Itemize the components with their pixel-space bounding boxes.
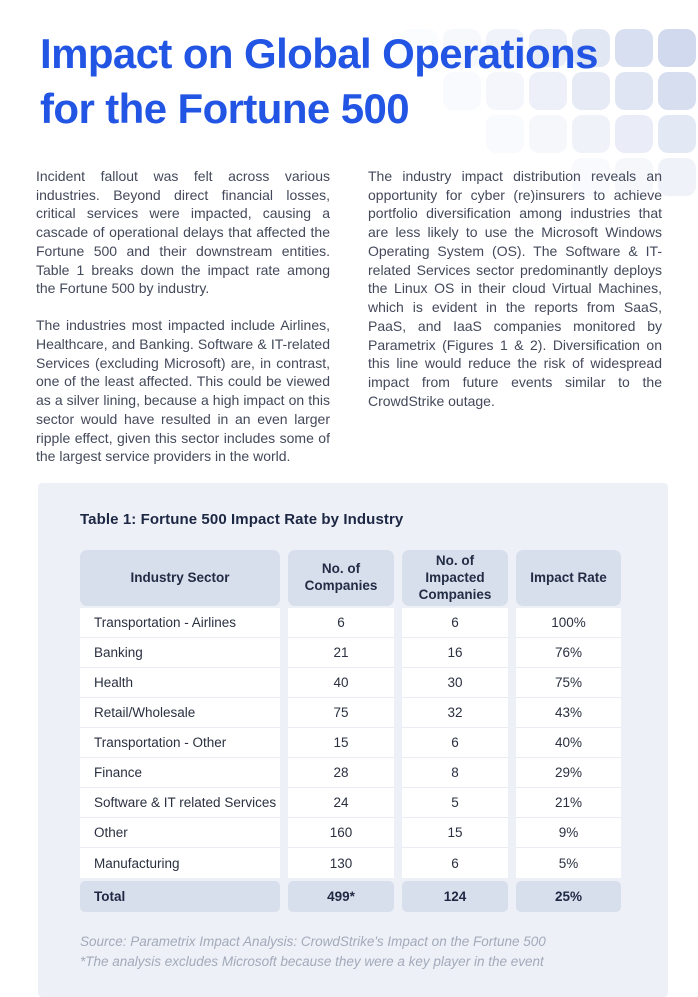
- cell-industry-sector: Retail/Wholesale: [80, 698, 280, 728]
- table-cell: 16: [402, 638, 508, 668]
- intro-column-left: [36, 167, 330, 466]
- page-title: [40, 26, 658, 137]
- table-row: [80, 758, 622, 788]
- cell-industry-sector: Other: [80, 818, 280, 848]
- table-cell: 8: [402, 758, 508, 788]
- table-source-line1: Source: Parametrix Impact Analysis: CrowdStrike's Impact on the Fortune 500: [80, 934, 546, 950]
- table-cell: 75%: [516, 668, 621, 698]
- report-page: [0, 26, 698, 987]
- total-cell: Total: [80, 881, 280, 912]
- table-row: [80, 788, 622, 818]
- table-row: [80, 668, 622, 698]
- table-row: [80, 698, 622, 728]
- table-cell: 75: [288, 698, 394, 728]
- cell-industry-sector: Transportation - Other: [80, 728, 280, 758]
- table-cell: 6: [402, 848, 508, 878]
- cell-industry-sector: Health: [80, 668, 280, 698]
- table-header-row: [80, 550, 622, 606]
- intro-column-right: [368, 167, 662, 466]
- table-cell: 76%: [516, 638, 621, 668]
- intro-paragraph-1: Incident fallout was felt across various industries. Beyond direct financial losses, critical services were impacted, causing a cascade of operational delays that affected the Fortune 500 and their downstream entities. Table 1 breaks down the impact rate among the Fortune 500 by industry.: [36, 167, 330, 297]
- table-cell: 29%: [516, 758, 621, 788]
- table-cell: 6: [402, 608, 508, 638]
- intro-columns: [36, 167, 662, 466]
- page-title-line1: Impact on Global Operations: [40, 30, 598, 77]
- table-header-cell: Impact Rate: [516, 550, 621, 606]
- table-header-cell: No. of Impacted Companies: [402, 550, 508, 606]
- cell-industry-sector: Banking: [80, 638, 280, 668]
- table-header-cell: No. of Companies: [288, 550, 394, 606]
- total-cell: 25%: [516, 881, 621, 912]
- table-cell: 43%: [516, 698, 621, 728]
- table-card: [38, 483, 668, 997]
- table-cell: 100%: [516, 608, 621, 638]
- cell-industry-sector: Finance: [80, 758, 280, 788]
- table-cell: 15: [402, 818, 508, 848]
- page-title-line2: for the Fortune 500: [40, 85, 409, 133]
- cell-industry-sector: Manufacturing: [80, 848, 280, 878]
- table-total-row: [80, 881, 622, 912]
- table-row: [80, 728, 622, 758]
- table-cell: 5%: [516, 848, 621, 878]
- intro-paragraph-2: The industries most impacted include Airlines, Healthcare, and Banking. Software & IT-related Services (excluding Microsoft) are, in contrast, one of the least affected. This could be viewed as a silver lining, because a high impact on this sector would have resulted in an even larger ripple effect, given this sector includes some of the largest service providers in the world.: [36, 317, 330, 465]
- table-cell: 21%: [516, 788, 621, 818]
- table-row: [80, 608, 622, 638]
- table-cell: 40: [288, 668, 394, 698]
- table-row: [80, 818, 622, 848]
- total-cell: 124: [402, 881, 508, 912]
- table-body: [80, 608, 622, 878]
- table-cell: 30: [402, 668, 508, 698]
- cell-industry-sector: Transportation - Airlines: [80, 608, 280, 638]
- table-source-line2: *The analysis excludes Microsoft because they were a key player in the event: [80, 953, 544, 969]
- table-cell: 9%: [516, 818, 621, 848]
- table-cell: 130: [288, 848, 394, 878]
- table-cell: 6: [402, 728, 508, 758]
- table-cell: 24: [288, 788, 394, 818]
- table-cell: 32: [402, 698, 508, 728]
- intro-paragraph-3: The industry impact distribution reveals an opportunity for cyber (re)insurers to achieve portfolio diversification among industries that are less likely to use the Microsoft Windows Operating System (OS). The Software & IT-related Services sector predominantly deploys the Linux OS in their cloud Virtual Machines, which is evident in the reports from SaaS, PaaS, and IaaS companies monitored by Parametrix (Figures 1 & 2). Diversification on this line would reduce the risk of widespread impact from future events similar to the CrowdStrike outage.: [368, 167, 662, 409]
- table-cell: 21: [288, 638, 394, 668]
- table-caption: Table 1: Fortune 500 Impact Rate by Industry: [80, 511, 404, 529]
- table-cell: 5: [402, 788, 508, 818]
- total-cell: 499*: [288, 881, 394, 912]
- table-cell: 40%: [516, 728, 621, 758]
- table-row: [80, 638, 622, 668]
- table-row: [80, 848, 622, 878]
- table-cell: 6: [288, 608, 394, 638]
- table-cell: 28: [288, 758, 394, 788]
- cell-industry-sector: Software & IT related Services: [80, 788, 280, 818]
- table-cell: 160: [288, 818, 394, 848]
- table-cell: 15: [288, 728, 394, 758]
- table-header-cell: Industry Sector: [80, 550, 280, 606]
